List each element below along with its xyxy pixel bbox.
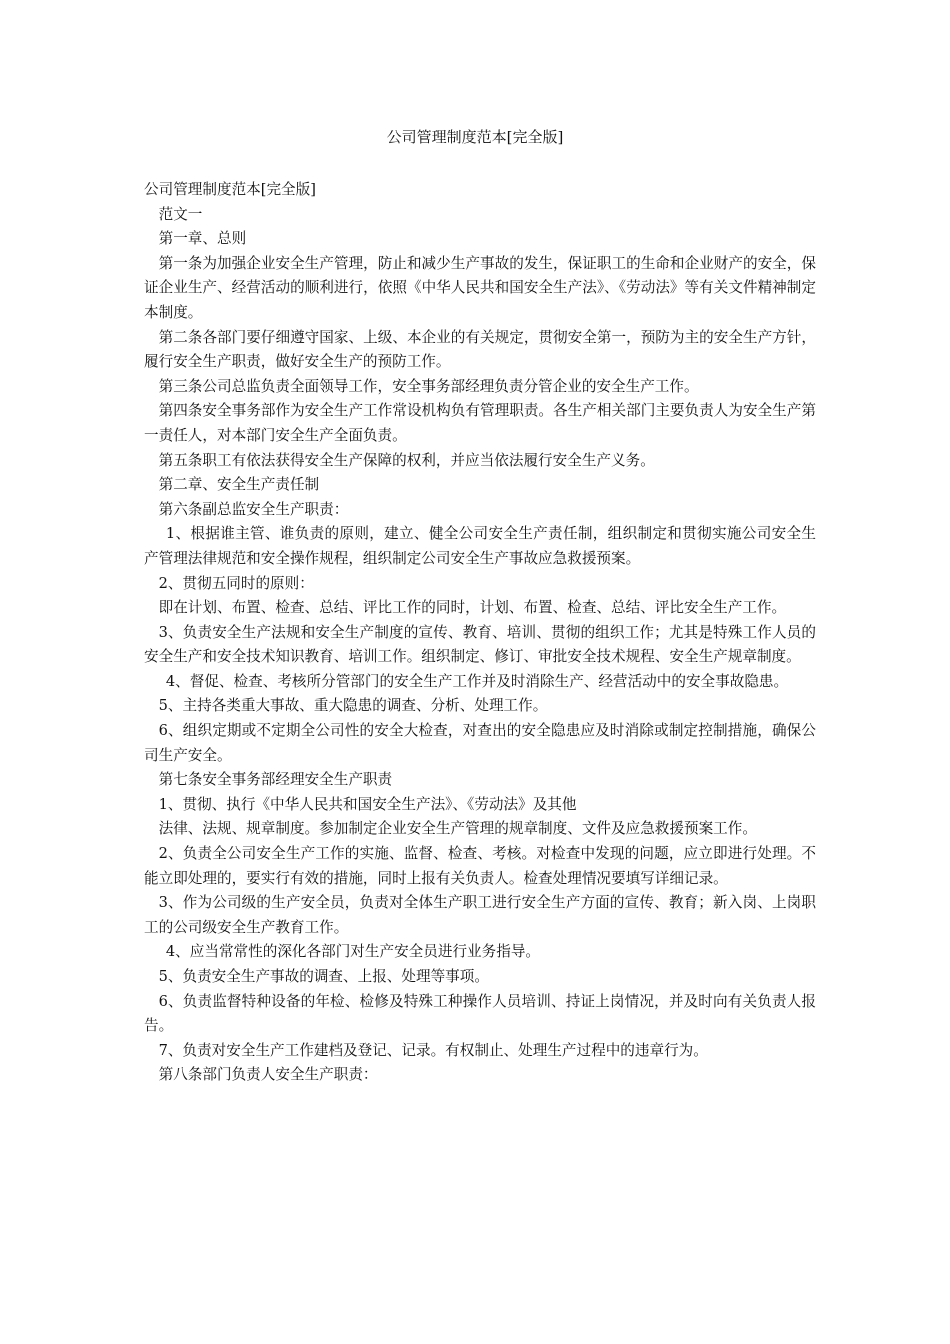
- paragraph: 3、负责安全生产法规和安全生产制度的宣传、教育、培训、贯彻的组织工作；尤其是特殊工作人员的安全生产和安全技术知识教育、培训工作。组织制定、修订、审批安全技术规程、安全生产规章制度。: [144, 623, 816, 666]
- paragraph: 3、作为公司级的生产安全员，负责对全体生产职工进行安全生产方面的宣传、教育；新入岗、上岗职工的公司级安全生产教育工作。: [144, 894, 816, 936]
- document-body: [144, 178, 816, 1088]
- paragraph: 7、负责对安全生产工作建档及登记、记录。有权制止、处理生产过程中的违章行为。: [158, 1041, 708, 1059]
- paragraph: 范文一: [158, 205, 203, 223]
- paragraph: 法律、法规、规章制度。参加制定企业安全生产管理的规章制度、文件及应急救援预案工作。: [158, 820, 757, 838]
- paragraph: 第一章、总则: [158, 230, 247, 248]
- paragraph: 5、主持各类重大事故、重大隐患的调查、分析、处理工作。: [158, 697, 548, 715]
- paragraph: 第六条副总监安全生产职责：: [158, 500, 349, 518]
- paragraph: 2、贯彻五同时的原则：: [158, 574, 314, 592]
- paragraph: 即在计划、布置、检查、总结、评比工作的同时，计划、布置、检查、总结、评比安全生产工作。: [158, 599, 787, 617]
- paragraph: 第一条为加强企业安全生产管理，防止和减少生产事故的发生，保证职工的生命和企业财产的安全，保证企业生产、经营活动的顺利进行，依照《中华人民共和国安全生产法》、《劳动法》等有关文件精神制定本制度。: [144, 254, 816, 321]
- paragraph: 4、应当常常性的深化各部门对生产安全员进行业务指导。: [165, 943, 541, 961]
- paragraph: 公司管理制度范本[完全版]: [144, 181, 316, 198]
- paragraph: 4、督促、检查、考核所分管部门的安全生产工作并及时消除生产、经营活动中的安全事故隐患。: [165, 672, 789, 690]
- paragraph: 第八条部门负责人安全生产职责：: [158, 1066, 378, 1084]
- paragraph: 1、根据谁主管、谁负责的原则，建立、健全公司安全生产责任制，组织制定和贯彻实施公司安全生产管理法律规范和安全操作规程，组织制定公司安全生产事故应急救援预案。: [144, 525, 816, 567]
- paragraph: 第四条安全事务部作为安全生产工作常设机构负有管理职责。各生产相关部门主要负责人为安全生产第一责任人，对本部门安全生产全面负责。: [144, 402, 816, 444]
- paragraph: 6、组织定期或不定期全公司性的安全大检查，对查出的安全隐患应及时消除或制定控制措施，确保公司生产安全。: [144, 722, 816, 764]
- paragraph: 5、负责安全生产事故的调查、上报、处理等事项。: [158, 968, 489, 985]
- paragraph: 第三条公司总监负责全面领导工作，安全事务部经理负责分管企业的安全生产工作。: [158, 377, 699, 395]
- document-title: 公司管理制度范本[完全版]: [386, 128, 564, 146]
- paragraph: 第五条职工有依法获得安全生产保障的权利，并应当依法履行安全生产义务。: [158, 451, 655, 469]
- paragraph: 1、贯彻、执行《中华人民共和国安全生产法》、《劳动法》及其他: [158, 795, 577, 813]
- paragraph: 第二章、安全生产责任制: [158, 476, 320, 494]
- paragraph: 6、负责监督特种设备的年检、检修及特殊工种操作人员培训、持证上岗情况，并及时向有关负责人报告。: [144, 992, 816, 1035]
- paragraph: 第二条各部门要仔细遵守国家、上级、本企业的有关规定，贯彻安全第一，预防为主的安全生产方针，履行安全生产职责，做好安全生产的预防工作。: [144, 328, 816, 371]
- paragraph: 2、负责全公司安全生产工作的实施、监督、检查、考核。对检查中发现的问题，应立即进行处理。不能立即处理的，要实行有效的措施，同时上报有关负责人。检查处理情况要填写详细记录。: [144, 845, 816, 887]
- paragraph: 第七条安全事务部经理安全生产职责: [158, 771, 393, 789]
